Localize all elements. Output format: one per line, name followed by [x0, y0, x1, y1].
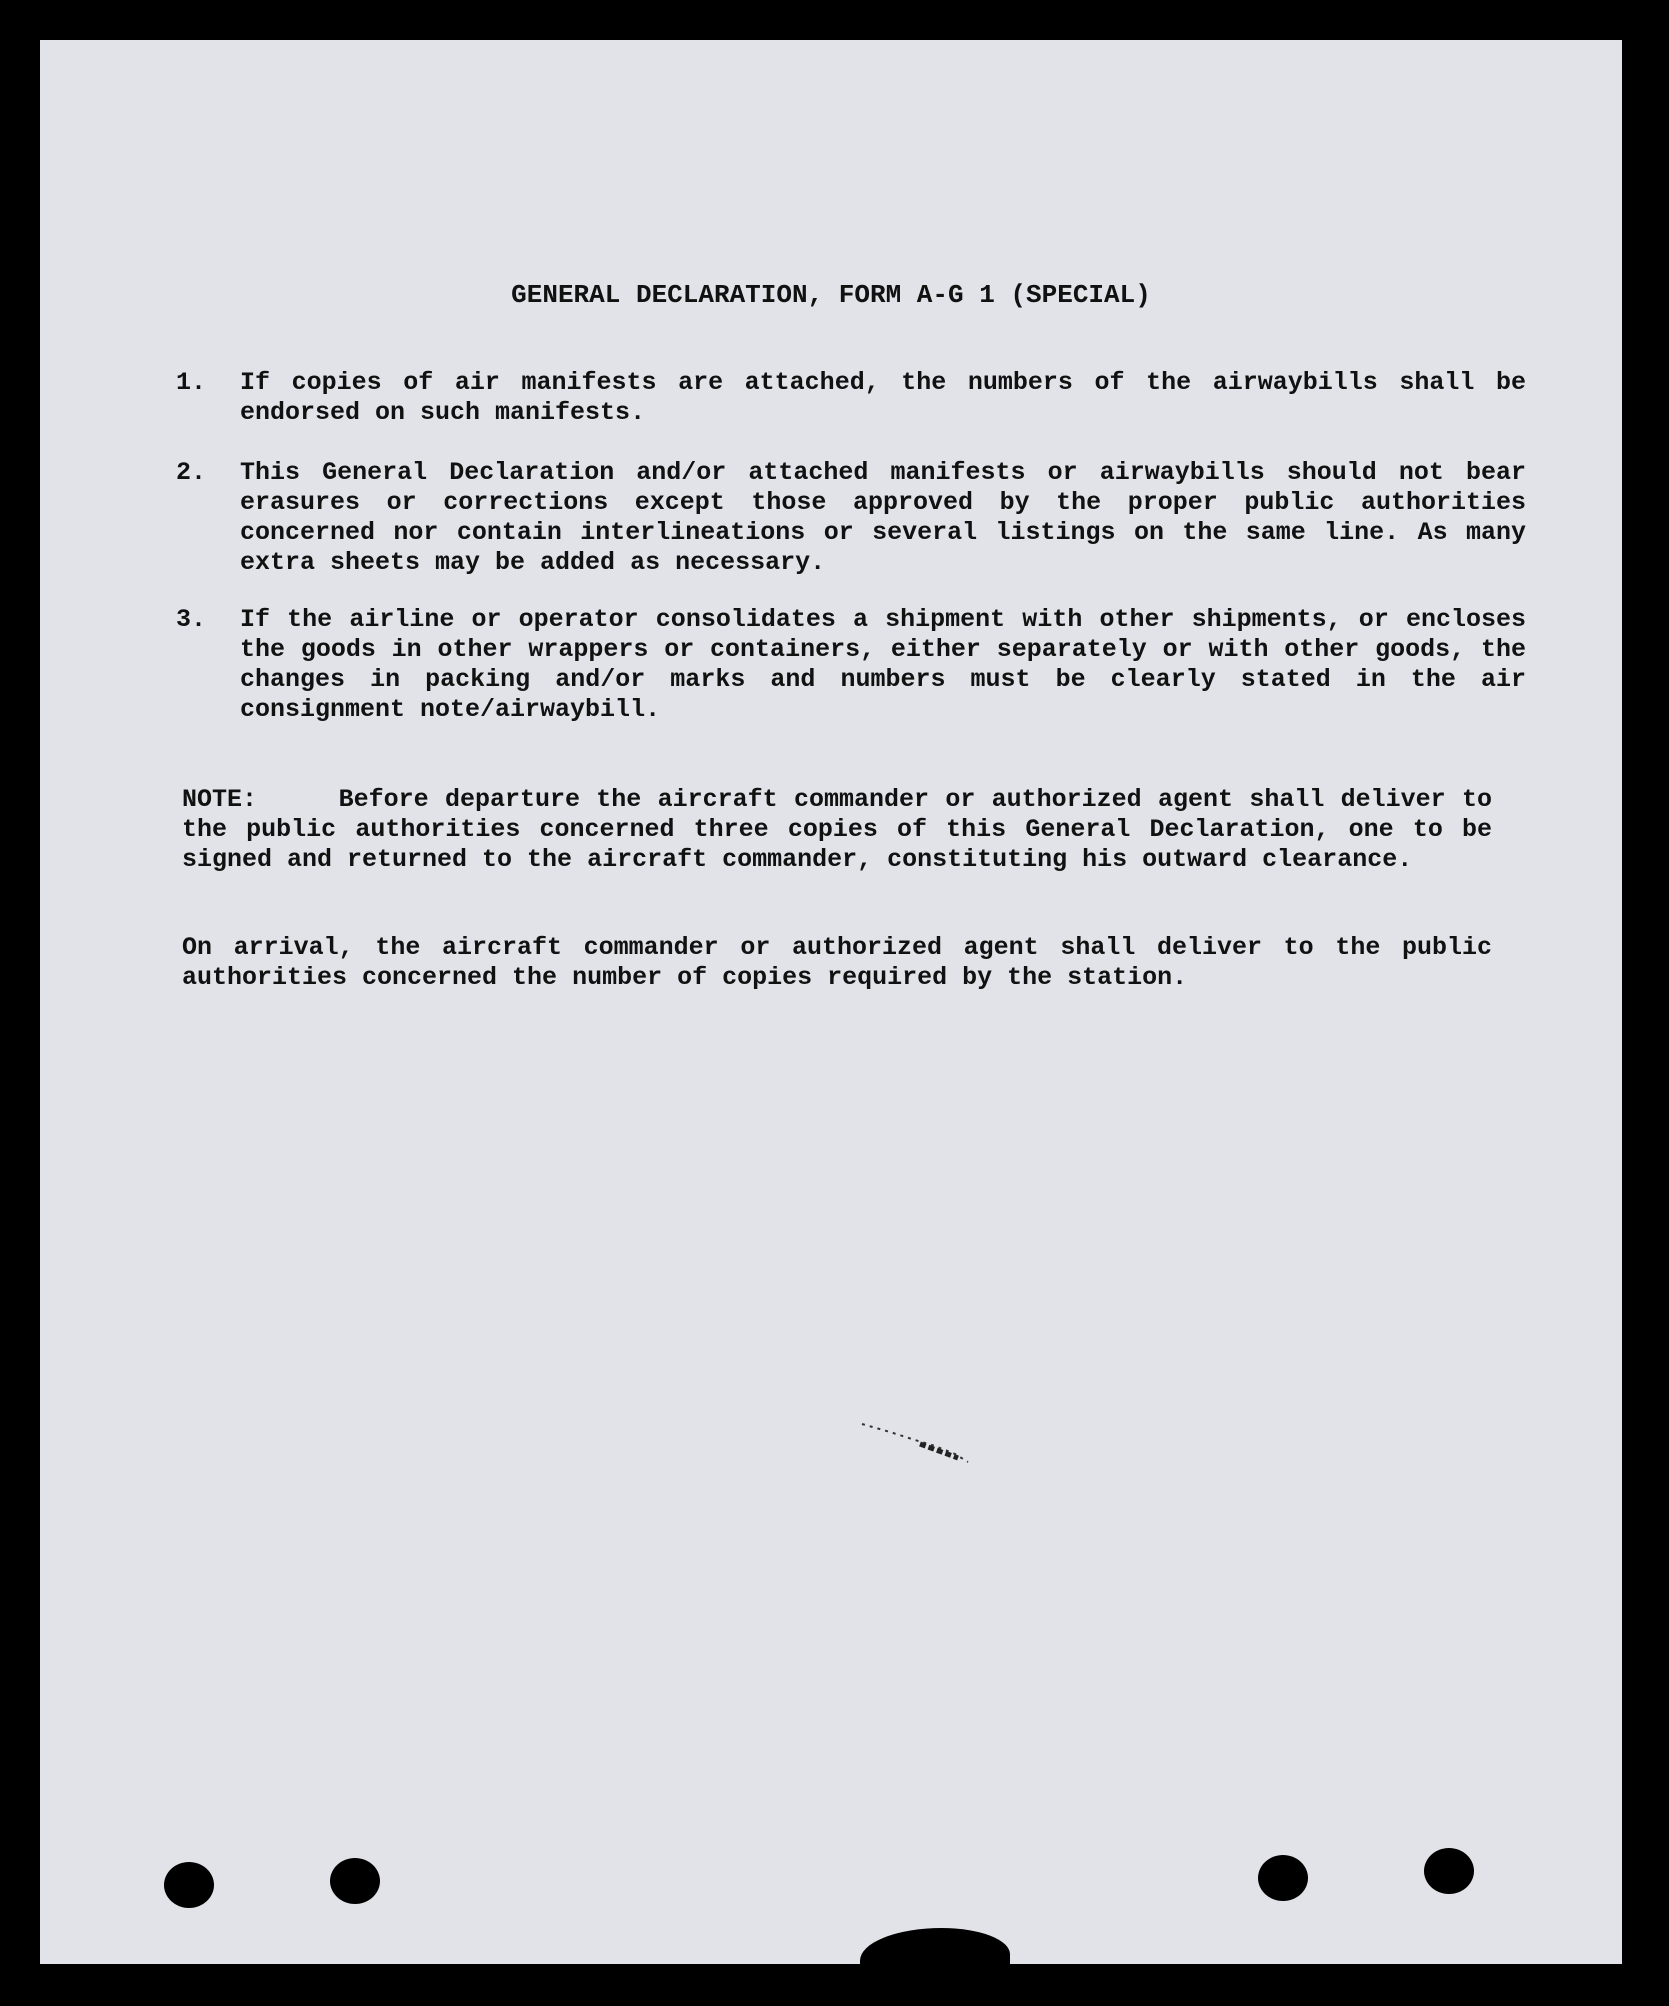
page-title: GENERAL DECLARATION, FORM A-G 1 (SPECIAL) [511, 280, 1151, 310]
ink-smudge [860, 1418, 970, 1466]
item-text: If the airline or operator consolidates a shipment with other shipments, or encloses the goods in other wrappers or containers, either separately or with other goods, the changes in packing and/or marks and numbers must be clearly stated in the air consignment note/airwaybill. [240, 605, 1526, 724]
list-item-2 [176, 458, 1526, 578]
item-text: If copies of air manifests are attached, the numbers of the airwaybills shall be endorsed on such manifests. [240, 368, 1526, 427]
item-number: 3. [176, 605, 207, 634]
paper-tear [860, 1928, 1010, 1964]
punch-hole [330, 1858, 380, 1904]
punch-hole [1424, 1848, 1474, 1894]
note-label: NOTE: [182, 785, 258, 814]
list-item-3 [176, 605, 1526, 725]
item-text: This General Declaration and/or attached manifests or airwaybills should not bear erasures or corrections except those approved by the proper public authorities concerned nor contain interlineations or several listings on the same line. As many extra sheets may be added as necessary. [240, 458, 1526, 577]
note-text: Before departure the aircraft commander or authorized agent shall deliver to the public authorities concerned three copies of this General Declaration, one to be signed and returned to the aircraft commander, constituting his outward clearance. [182, 785, 1492, 874]
list-item-1 [176, 368, 1526, 428]
note-paragraph [182, 785, 1492, 875]
item-number: 1. [176, 368, 207, 397]
punch-hole [164, 1862, 214, 1908]
arrival-paragraph: On arrival, the aircraft commander or authorized agent shall deliver to the public authorities concerned the number of copies required by the station. [182, 933, 1492, 992]
item-number: 2. [176, 458, 207, 487]
document-page [40, 40, 1622, 1964]
punch-hole [1258, 1855, 1308, 1901]
